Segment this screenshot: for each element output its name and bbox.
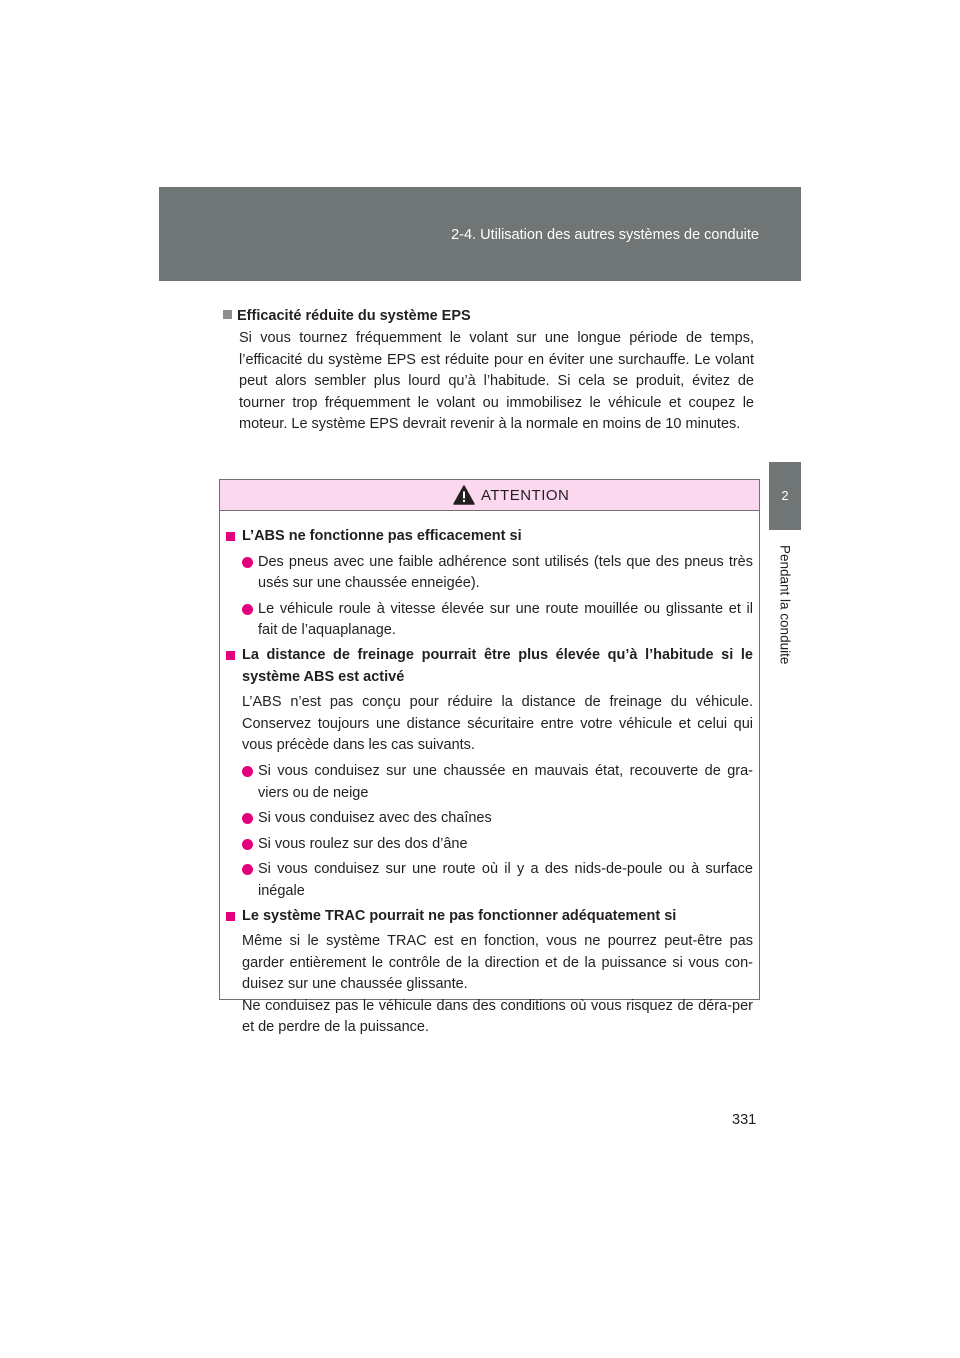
round-bullet-icon <box>242 864 253 875</box>
list-item-text: Si vous conduisez sur une chaussée en mauvais état, recouverte de gra-viers ou de neige <box>258 762 753 801</box>
chapter-tab <box>769 462 801 530</box>
warning-triangle-icon <box>453 485 475 505</box>
chapter-header <box>159 187 801 281</box>
chapter-side-label <box>772 545 798 705</box>
square-bullet-icon <box>223 310 232 319</box>
round-bullet-icon <box>242 766 253 777</box>
attention-body <box>220 511 759 1039</box>
list-item-text: Des pneus avec une faible adhérence sont utilisés (tels que des pneus très usés sur une chaussée enneigée). <box>258 553 753 592</box>
abs-heading <box>226 526 753 548</box>
attention-box <box>219 479 760 1036</box>
eps-body: Si vous tournez fréquemment le volant sur une longue période de temps, l’efficacité du système EPS est réduite pour en éviter une surchauffe. Le volant peut alors sembler plus lourd qu’à l’habitude. Si cela se produit, évitez de tourner trop fréquemment le volant ou immobilisez le véhicule et coupez le moteur. Le système EPS devrait revenir à la normale en moins de 10 minutes. <box>239 330 754 433</box>
chapter-number: 2 <box>781 488 789 503</box>
trac-heading-text: Le système TRAC pourrait ne pas fonctionner adéquatement si <box>242 907 677 924</box>
square-bullet-icon <box>226 532 235 541</box>
list-item-text: Si vous conduisez avec des chaînes <box>258 810 492 827</box>
trac-heading <box>226 906 753 928</box>
eps-heading <box>223 306 754 327</box>
attention-header <box>220 480 759 511</box>
list-item <box>226 859 753 902</box>
list-item-text: Le véhicule roule à vitesse élevée sur une route mouillée ou glissante et il fait de l’aquaplanage. <box>258 600 753 639</box>
trac-text-2: Ne conduisez pas le véhicule dans des conditions où vous risquez de déra-per et de perdre de la puissance. <box>242 997 753 1036</box>
list-item <box>226 552 753 595</box>
round-bullet-icon <box>242 557 253 568</box>
list-item <box>226 599 753 642</box>
list-item <box>226 761 753 804</box>
chapter-side-label-text: Pendant la conduite <box>777 545 793 665</box>
square-bullet-icon <box>226 912 235 921</box>
list-item-text: Si vous conduisez sur une route où il y a des nids-de-poule ou à surface inégale <box>258 861 753 899</box>
page-number: 331 <box>732 1112 757 1128</box>
list-item <box>226 808 753 830</box>
eps-section <box>223 306 754 436</box>
eps-heading-text: Efficacité réduite du système EPS <box>237 308 471 324</box>
round-bullet-icon <box>242 604 253 615</box>
round-bullet-icon <box>242 813 253 824</box>
braking-text: L’ABS n’est pas conçu pour réduire la distance de freinage du véhicule. Conservez toujours une distance sécuritaire entre votre véhicule et celui qui vous précède dans les cas suivants. <box>242 694 753 754</box>
braking-heading-text: La distance de freinage pourrait être plus élevée qu’à l’habitude si le système ABS est activé <box>242 646 753 685</box>
abs-heading-text: L’ABS ne fonctionne pas efficacement si <box>242 528 522 544</box>
list-item-text: Si vous roulez sur des dos d’âne <box>258 835 468 852</box>
braking-heading <box>226 645 753 688</box>
list-item <box>226 834 753 856</box>
square-bullet-icon <box>226 651 235 660</box>
chapter-title: 2-4. Utilisation des autres systèmes de conduite <box>451 227 759 243</box>
attention-title: ATTENTION <box>481 487 570 504</box>
round-bullet-icon <box>242 839 253 850</box>
trac-text: Même si le système TRAC est en fonction, vous ne pourrez peut-être pas garder entièrement le contrôle de la direction et de la puissance si vous con-duisez sur une chaussée glissante. <box>242 933 753 993</box>
